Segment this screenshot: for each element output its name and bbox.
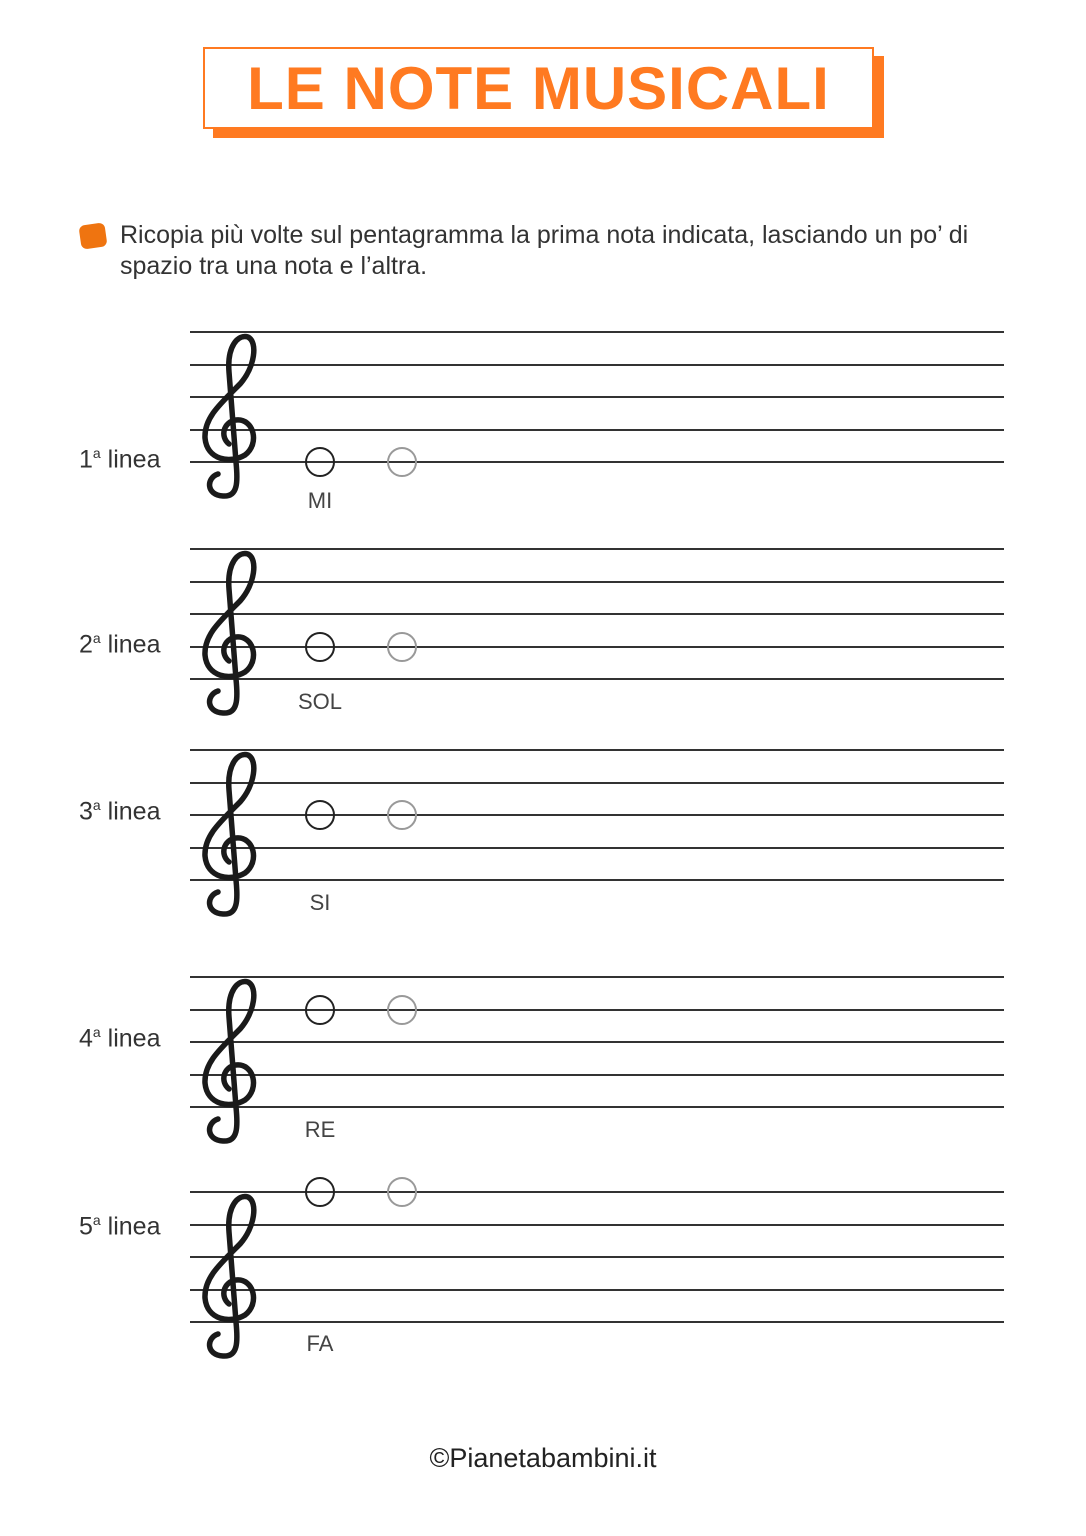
label-word: linea (100, 445, 161, 474)
treble-clef-icon (198, 332, 264, 500)
bullet-icon (78, 222, 107, 249)
staff-line (190, 1321, 1004, 1323)
label-number: 1 (79, 445, 93, 474)
footer-copyright: ©Pianetabambini.it (429, 1443, 657, 1473)
label-word: linea (100, 630, 161, 659)
note-example (305, 447, 335, 477)
note-example (305, 1177, 335, 1207)
treble-clef-icon (198, 1192, 264, 1360)
label-number: 5 (79, 1212, 93, 1241)
instruction-text: Ricopia più volte sul pentagramma la prima nota indicata, lasciando un po’ di spazio tra una nota e l’altra. (120, 221, 969, 280)
staff-line (190, 1224, 1004, 1226)
staff-line (190, 879, 1004, 881)
staff-label (79, 445, 160, 474)
staff-line (190, 613, 1004, 615)
staff-label (79, 630, 160, 659)
note-trace (387, 995, 417, 1025)
staff-line (190, 1106, 1004, 1108)
staff-line (190, 331, 1004, 333)
label-word: linea (100, 1212, 161, 1241)
label-ordinal: a (92, 797, 101, 813)
staff-line (190, 847, 1004, 849)
staff-line (190, 976, 1004, 978)
staff-label (79, 797, 160, 826)
label-number: 4 (79, 1024, 93, 1053)
staff-line (190, 581, 1004, 583)
label-number: 3 (79, 797, 93, 826)
staff-line (190, 364, 1004, 366)
staff-line (190, 749, 1004, 751)
note-name: FA (306, 1331, 334, 1356)
treble-clef-icon (198, 750, 264, 918)
treble-clef-icon (198, 549, 264, 717)
note-example (305, 800, 335, 830)
note-trace (387, 632, 417, 662)
staff-line (190, 548, 1004, 550)
staff-label (79, 1212, 160, 1241)
staff-line (190, 1041, 1004, 1043)
note-trace (387, 447, 417, 477)
label-number: 2 (79, 630, 93, 659)
staff-line (190, 782, 1004, 784)
label-ordinal: a (92, 630, 101, 646)
staff-line (190, 396, 1004, 398)
staff-line (190, 1074, 1004, 1076)
note-trace (387, 800, 417, 830)
staff-line (190, 678, 1004, 680)
label-word: linea (100, 797, 161, 826)
staff-line (190, 1256, 1004, 1258)
note-name: SI (309, 890, 331, 915)
note-name: RE (304, 1117, 336, 1142)
label-word: linea (100, 1024, 161, 1053)
treble-clef-icon (198, 977, 264, 1145)
label-ordinal: a (92, 445, 101, 461)
staff-line (190, 429, 1004, 431)
note-example (305, 995, 335, 1025)
page-title: LE NOTE MUSICALI (247, 54, 830, 122)
note-name: SOL (297, 689, 343, 714)
note-example (305, 632, 335, 662)
label-ordinal: a (92, 1212, 101, 1228)
staff-label (79, 1024, 160, 1053)
staff-line (190, 1289, 1004, 1291)
label-ordinal: a (92, 1024, 101, 1040)
title-box (203, 47, 874, 129)
note-name: MI (307, 488, 333, 513)
note-trace (387, 1177, 417, 1207)
